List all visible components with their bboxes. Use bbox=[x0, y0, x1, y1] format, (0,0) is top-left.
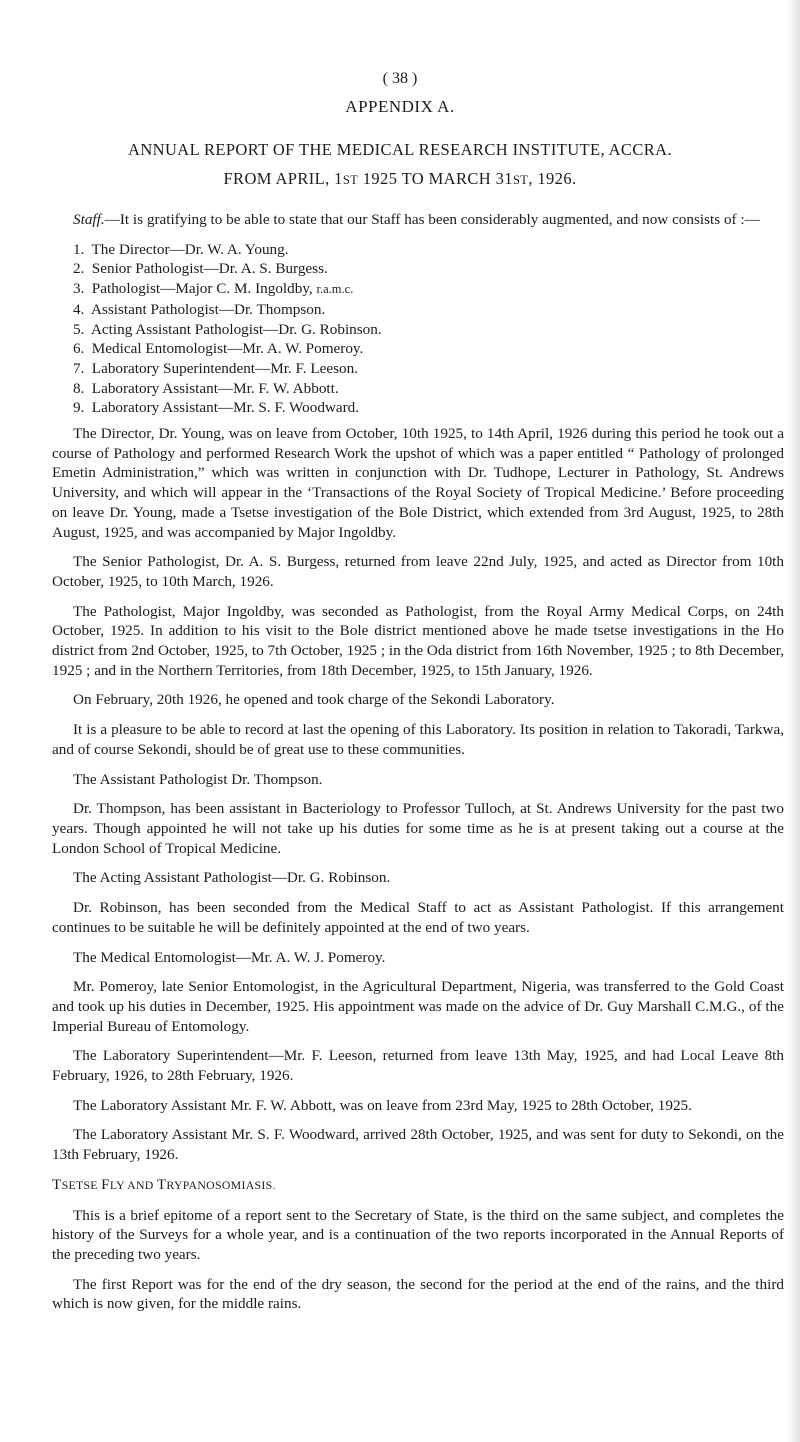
paragraph-woodward: The Laboratory Assistant Mr. S. F. Woodward, arrived 28th October, 1925, and was sent for duty to Sekondi, on the 13th February, 1926. bbox=[52, 1126, 784, 1164]
intro-paragraph: Staff.—It is gratifying to be able to state that our Staff has been considerably augmented, and now consists of :— bbox=[73, 211, 760, 228]
appendix-heading: APPENDIX A. bbox=[345, 97, 455, 116]
paragraph-sekondi-laboratory: It is a pleasure to be able to record at last the opening of this Laboratory. Its position in relation to Takoradi, Tarkwa, and of course Sekondi, should be of great use to these communities. bbox=[52, 721, 784, 758]
paragraph-robinson: Dr. Robinson, has been seconded from the Medical Staff to act as Assistant Pathologist. If this arrangement continues to be suitable he will be definitely appointed at the end of two years. bbox=[52, 899, 784, 936]
paragraph-director: The Director, Dr. Young, was on leave from October, 10th 1925, to 14th April, 1926 during this period he took out a course of Pathology and performed Research Work the upshot of which was a paper entitled “ Pathology of prolonged Emetin Administration,” which was written in conjunction with Dr. Tudhope, Lecturer in Pathology, St. Andrews University, and which will appear in the ‘Transactions of the Royal Society of Tropical Medicine.’ Before proceeding on leave Dr. Young, made a Tsetse investigation of the Bole District, which extended from 3rd August, 1925, to 28th August, 1925, and was accompanied by Major Ingoldby. bbox=[52, 425, 784, 541]
paragraph-epitome: This is a brief epitome of a report sent to the Secretary of State, is the third on the same subject, and completes the history of the Surveys for a whole year, and is a continuation of the two reports incorporated in the Annual Reports of the preceding two years. bbox=[52, 1206, 784, 1263]
paragraph-pomeroy: Mr. Pomeroy, late Senior Entomologist, in the Agricultural Department, Nigeria, was transferred to the Gold Coast and took up his duties in December, 1925. His appointment was made on the advice of Dr. Guy Marshall C.M.G., of the Imperial Bureau of Entomology. bbox=[52, 978, 784, 1035]
staff-item: 4. Assistant Pathologist—Dr. Thompson. bbox=[73, 300, 326, 318]
staff-item: 7. Laboratory Superintendent—Mr. F. Leeson. bbox=[73, 359, 358, 377]
paragraph-entomologist-heading: The Medical Entomologist—Mr. A. W. J. Pomeroy. bbox=[73, 948, 386, 966]
page-edge-shadow bbox=[786, 0, 800, 1442]
page-number: ( 38 ) bbox=[382, 70, 418, 87]
staff-item: 1. The Director—Dr. W. A. Young. bbox=[73, 240, 289, 258]
report-body bbox=[52, 210, 784, 1324]
paragraph-assistant-pathologist-heading: The Assistant Pathologist Dr. Thompson. bbox=[73, 770, 323, 788]
paragraph-acting-assistant-heading: The Acting Assistant Pathologist—Dr. G. Robinson. bbox=[73, 869, 391, 887]
staff-list bbox=[52, 240, 784, 418]
staff-item: 3. Pathologist—Major C. M. Ingoldby, r.a.m.c. bbox=[73, 280, 354, 298]
section-heading-tsetse: TSETSE FLY AND TRYPANOSOMIASIS. bbox=[52, 1175, 276, 1193]
paragraph-senior-pathologist: The Senior Pathologist, Dr. A. S. Burgess, returned from leave 22nd July, 1925, and acted as Director from 10th October, 1925, to 10th March, 1926. bbox=[52, 553, 784, 590]
paragraph-leeson: The Laboratory Superintendent—Mr. F. Leeson, returned from leave 13th May, 1925, and had Local Leave 8th February, 1926, to 28th February, 1926. bbox=[52, 1047, 784, 1085]
staff-item: 6. Medical Entomologist—Mr. A. W. Pomeroy. bbox=[73, 340, 364, 358]
paragraph-abbott: The Laboratory Assistant Mr. F. W. Abbott, was on leave from 23rd May, 1925 to 28th October, 1925. bbox=[73, 1096, 692, 1114]
report-title: ANNUAL REPORT OF THE MEDICAL RESEARCH INSTITUTE, ACCRA. bbox=[128, 140, 672, 159]
staff-item: 2. Senior Pathologist—Dr. A. S. Burgess. bbox=[73, 260, 328, 278]
staff-item: 5. Acting Assistant Pathologist—Dr. G. Robinson. bbox=[73, 320, 382, 338]
paragraph-pathologist: The Pathologist, Major Ingoldby, was seconded as Pathologist, from the Royal Army Medical Corps, on 24th October, 1925. In addition to his visit to the Bole district mentioned above he made tsetse investigations in the Ho district from 2nd October, 1925, to 7th October, 1925 ; in the Oda district from 16th November, 1925 ; to 8th December, 1925 ; and in the Northern Territories, from 18th December, 1925, to 15th January, 1926. bbox=[52, 602, 784, 679]
paragraph-reports: The first Report was for the end of the dry season, the second for the period at the end of the rains, and the third which is now given, for the middle rains. bbox=[52, 1275, 784, 1313]
staff-label: Staff. bbox=[73, 211, 105, 228]
report-period: FROM APRIL, 1ST 1925 TO MARCH 31ST, 1926. bbox=[223, 169, 577, 188]
paragraph-sekondi-opening: On February, 20th 1926, he opened and took charge of the Sekondi Laboratory. bbox=[73, 691, 555, 709]
staff-item: 8. Laboratory Assistant—Mr. F. W. Abbott. bbox=[73, 379, 339, 397]
paragraph-thompson: Dr. Thompson, has been assistant in Bacteriology to Professor Tulloch, at St. Andrews University for the past two years. Though appointed he will not take up his duties for some time as he is at present taking out a course at the London School of Tropical Medicine. bbox=[52, 800, 784, 857]
staff-item: 9. Laboratory Assistant—Mr. S. F. Woodward. bbox=[73, 399, 360, 417]
